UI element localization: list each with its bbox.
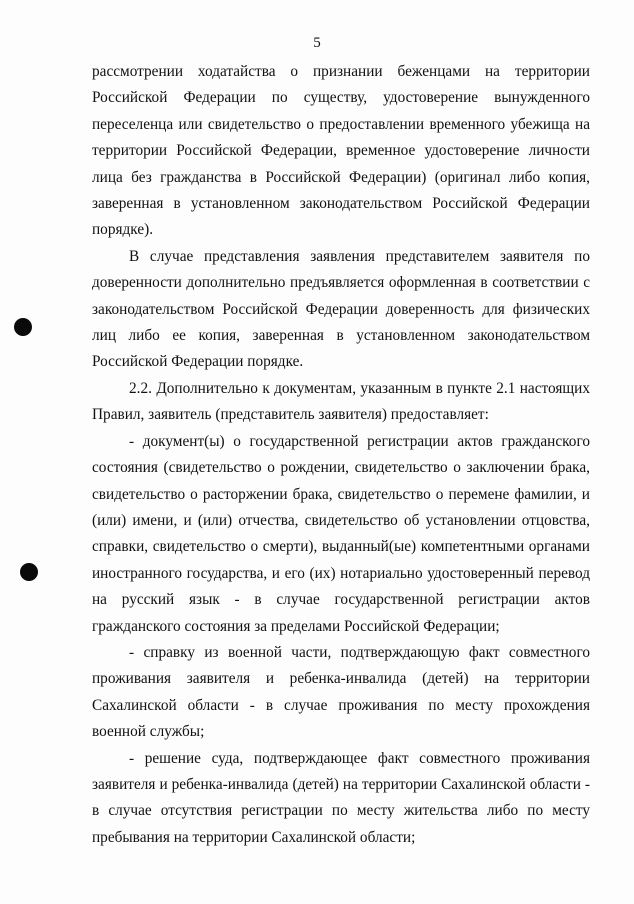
paragraph-continuation: рассмотрении ходатайства о признании беженцами на территории Российской Федерации по существу, удостоверение вынужденного переселенца или свидетельство о предоставлении временного убежища на территории Российской Федерации, временное удостоверение личности лица без гражданства в Российской Федерации) (оригинал либо копия, заверенная в установленном законодательством Российской Федерации порядке).	[92, 63, 590, 239]
punch-hole-mark	[14, 318, 32, 336]
paragraph-representative: В случае представления заявления представителем заявителя по доверенности дополнительно предъявляется оформленная в соответствии с законодательством Российской Федерации доверенность для физических лиц либо ее копия, заверенная в установленном законодательством Российской Федерации порядке.	[92, 247, 590, 371]
punch-hole-mark	[20, 563, 38, 581]
list-item-civil-status-documents: - документ(ы) о государственной регистрации актов гражданского состояния (свидетельство о рождении, свидетельство о заключении брака, свидетельство о расторжении брака, свидетельство о перемене фамилии, и (или) имени, и (или) отчества, свидетельство об установлении отцовства, справки, свидетельство о смерти), выданный(ые) компетентными органами иностранного государства, и его (их) нотариально удостоверенный перевод на русский язык - в случае государственной регистрации актов гражданского состояния за пределами Российской Федерации;	[92, 432, 590, 635]
page-number: 5	[313, 35, 321, 51]
document-body	[92, 59, 590, 851]
list-item-court-decision: - решение суда, подтверждающее факт совместного проживания заявителя и ребенка-инвалида (детей) на территории Сахалинской области - в случае отсутствия регистрации по месту жительства либо по месту пребывания на территории Сахалинской области;	[92, 749, 590, 846]
list-item-military-certificate: - справку из военной части, подтверждающую факт совместного проживания заявителя и ребенка-инвалида (детей) на территории Сахалинской области - в случае проживания по месту прохождения военной службы;	[92, 643, 590, 741]
paragraph-section-2-2: 2.2. Дополнительно к документам, указанным в пункте 2.1 настоящих Правил, заявитель (представитель заявителя) предоставляет:	[92, 379, 590, 424]
